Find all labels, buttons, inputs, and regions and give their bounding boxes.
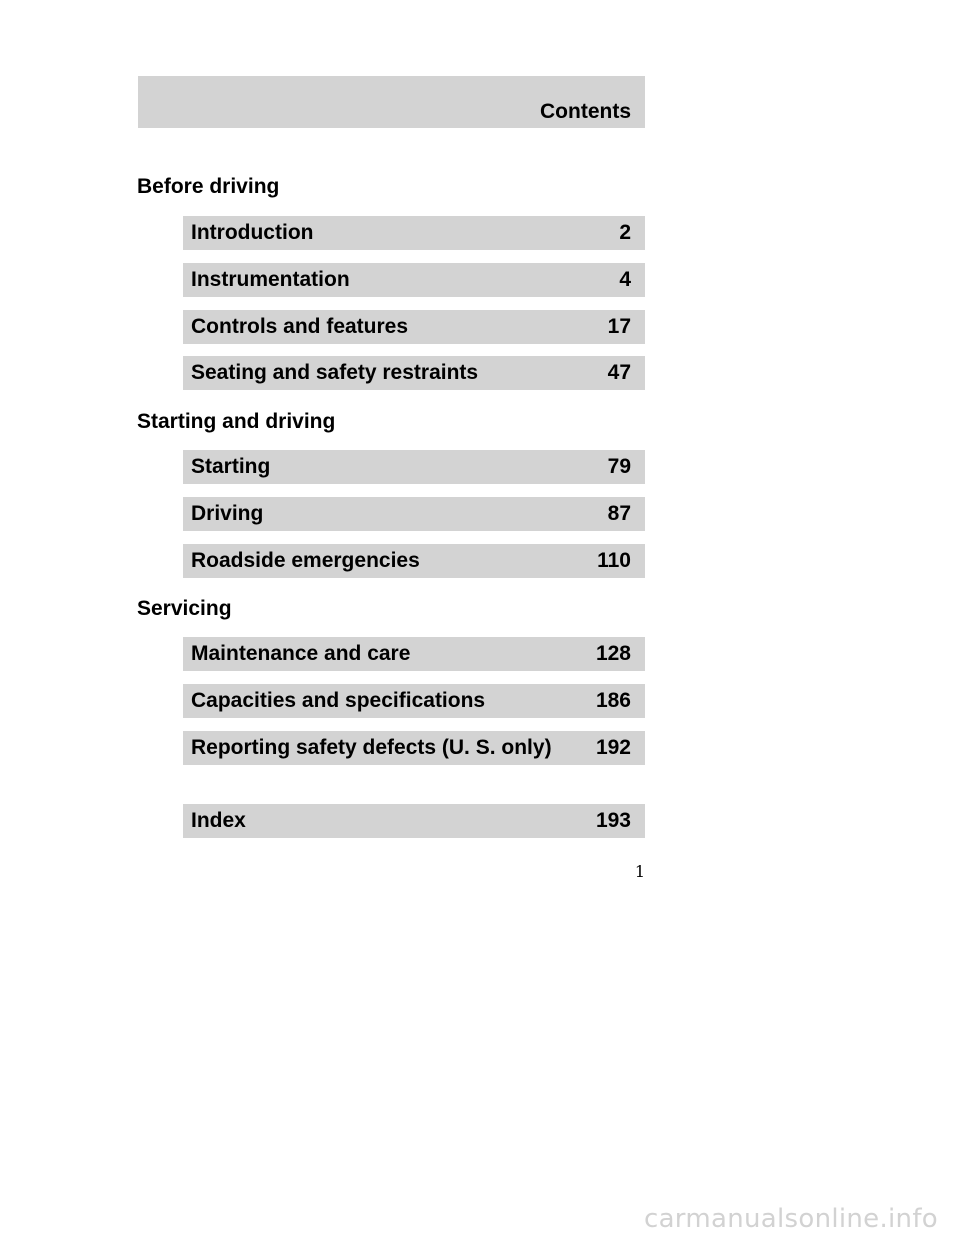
toc-entry-label: Roadside emergencies <box>191 549 420 572</box>
toc-entry-page: 193 <box>595 809 631 832</box>
watermark-text: carmanualsonline.info <box>643 1204 938 1234</box>
toc-entry-index[interactable] <box>183 804 645 838</box>
toc-entry-label: Instrumentation <box>191 268 350 291</box>
toc-entry-label: Driving <box>191 502 264 525</box>
contents-title: Contents <box>540 100 631 123</box>
toc-entry-capacities-and-specifications[interactable] <box>183 684 645 718</box>
toc-entry-page: 128 <box>595 642 631 665</box>
toc-entry-label: Maintenance and care <box>191 642 411 665</box>
toc-entry-page: 4 <box>619 268 631 291</box>
toc-entry-starting[interactable] <box>183 450 645 484</box>
toc-entry-page: 192 <box>595 736 631 759</box>
toc-entry-introduction[interactable] <box>183 216 645 250</box>
toc-entry-page: 47 <box>607 361 631 384</box>
toc-entry-label: Index <box>191 809 246 832</box>
toc-entry-label: Capacities and specifications <box>191 689 486 712</box>
toc-entry-page: 110 <box>597 549 631 572</box>
toc-entry-instrumentation[interactable] <box>183 263 645 297</box>
toc-entry-reporting-safety-defects[interactable] <box>183 731 645 765</box>
toc-entry-seating-and-safety-restraints[interactable] <box>183 356 645 390</box>
toc-entry-roadside-emergencies[interactable] <box>183 544 645 578</box>
section-heading-starting-and-driving: Starting and driving <box>137 410 336 433</box>
toc-entry-maintenance-and-care[interactable] <box>183 637 645 671</box>
contents-header-band <box>138 76 645 128</box>
toc-entry-label: Reporting safety defects (U. S. only) <box>191 736 552 759</box>
toc-entry-page: 186 <box>595 689 631 712</box>
toc-entry-label: Introduction <box>191 221 314 244</box>
toc-entry-page: 2 <box>619 221 631 244</box>
toc-entry-label: Seating and safety restraints <box>191 361 479 384</box>
section-heading-servicing: Servicing <box>137 597 232 620</box>
toc-entry-controls-and-features[interactable] <box>183 310 645 344</box>
toc-entry-driving[interactable] <box>183 497 645 531</box>
section-heading-before-driving: Before driving <box>137 175 280 198</box>
toc-entry-page: 87 <box>607 502 631 525</box>
page-number: 1 <box>634 862 646 881</box>
toc-entry-label: Starting <box>191 455 271 478</box>
toc-entry-label: Controls and features <box>191 315 409 338</box>
toc-entry-page: 17 <box>607 315 631 338</box>
toc-entry-page: 79 <box>607 455 631 478</box>
